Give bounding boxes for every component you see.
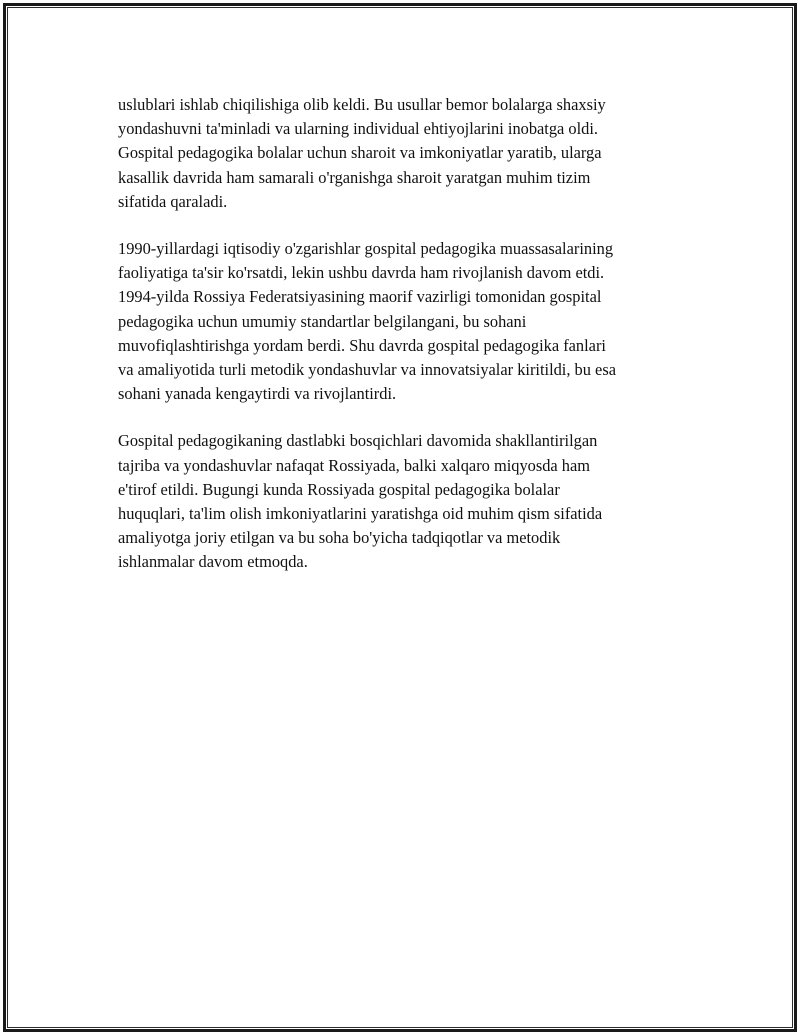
paragraph-3: Gospital pedagogikaning dastlabki bosqichlari davomida shakllantirilgan tajriba va yondashuvlar nafaqat Rossiyada, balki xalqaro miqyosda ham e'tirof etildi. Bugungi kunda Rossiyada gospital pedagogika bolalar huquqlari, ta'lim olish imkoniyatlarini yaratishga oid muhim qism sifatida amaliyotga joriy etilgan va bu soha bo'yicha tadqiqotlar va metodik ishlanmalar davom etmoqda. bbox=[118, 431, 603, 572]
paragraph-1: uslublari ishlab chiqilishiga olib keldi. Bu usullar bemor bolalarga shaxsiy yondashuvni ta'minladi va ularning individual ehtiyojlarini inobatga oldi. Gospital pedagogika bolalar uchun sharoit va imkoniyatlar yaratib, ularga kasallik davrida ham samarali o'rganishga sharoit yaratgan muhim tizim sifatida qaraladi. bbox=[118, 95, 606, 211]
paragraph-2: 1990-yillardagi iqtisodiy o'zgarishlar gospital pedagogika muassasalarining faoliyatiga ta'sir ko'rsatdi, lekin ushbu davrda ham rivojlanish davom etdi. 1994-yilda Rossiya Federatsiyasining maorif vazirligi tomonidan gospital pedagogika uchun umumiy standartlar belgilangani, bu sohani muvofiqlashtirishga yordam berdi. Shu davrda gospital pedagogika fanlari va amaliyotida turli metodik yondashuvlar va innovatsiyalar kiritildi, bu esa sohani yanada kengaytirdi va rivojlantirdi. bbox=[118, 239, 616, 404]
document-body bbox=[118, 93, 698, 598]
